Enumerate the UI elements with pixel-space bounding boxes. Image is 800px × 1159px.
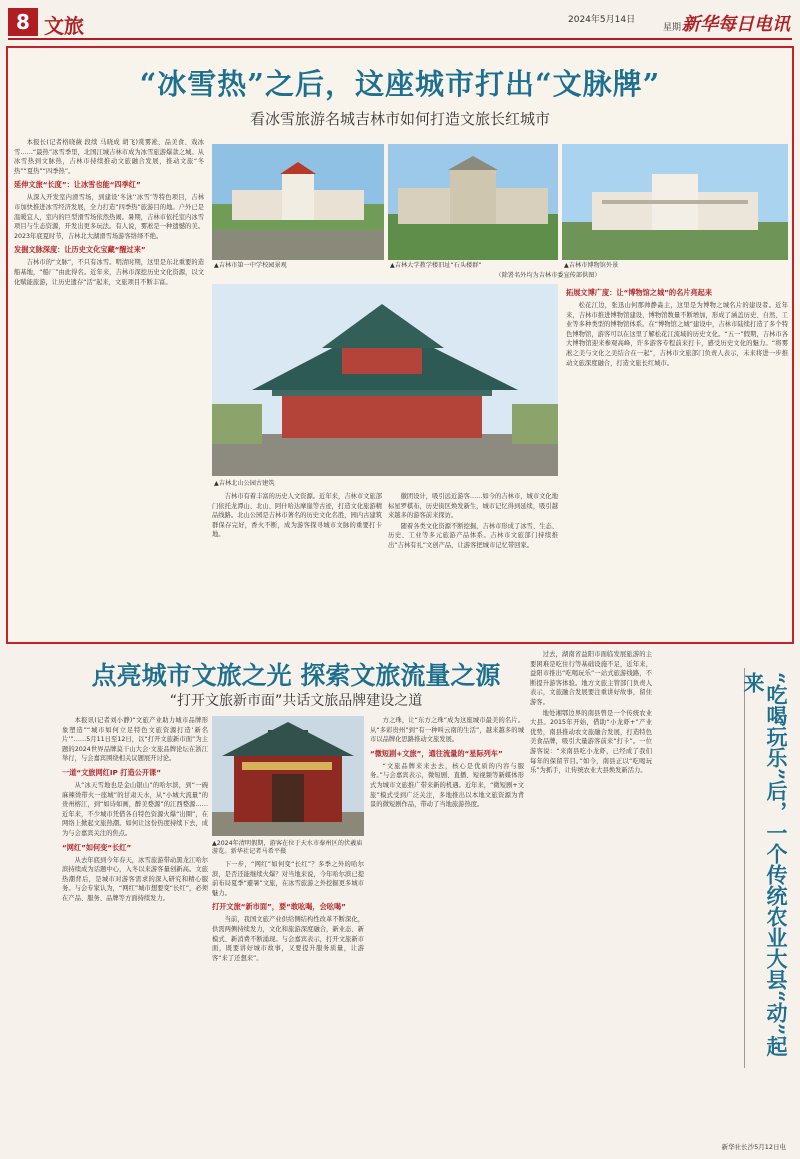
top-col6-text: 松花江边，张迅山何那帅静淼主，这里是为博物之城名片的建设者。近年来，吉林市推进博物馆建设，博物馆数量不断增加，形成了涵盖历史、自然、工业等多种类型的博物馆体系。在“博物馆之城”建设中，吉林市陆续打造了多个特色博物馆，游客可以在这里了解松花江流域的历史文化。“五一”假期，吉林市各大博物馆迎来参观高峰，许多游客专程前来打卡，感受历史文化的魅力。“将雾凇之美与文化之美结合在一起”，吉林市文旅部门负责人表示，未来将进一步推动文旅深度融合，打造文旅长红城市。 <box>566 302 788 367</box>
bottom-sec-4: “微短剧+文旅”，通往流量的“星际列车” <box>370 748 503 758</box>
top-col-4 <box>388 492 558 638</box>
bottom-col2-text: 从去年底到今年春天，冰雪旅游带动黑龙江哈尔滨持续成为话题中心，入冬以来游客量创新高。文旅热潮背后，是城市对游客需求的深入研究和精心服务。与会专家认为，“网红”城市想要变“长红”，必须在产品、服务、品牌等方面持续发力。 <box>62 856 208 902</box>
issue-date: 2024年5月14日 <box>568 15 636 25</box>
photo-credit: （除署名外均为吉林市委宣传部供图） <box>495 272 601 279</box>
bottom-headline: 点亮城市文旅之光 探索文旅流量之源 <box>91 661 501 690</box>
top-subheadline: 看冰雪旅游名城吉林市如何打造文旅长红城市 <box>249 110 550 128</box>
top-intro: 本报长(记者格晓薇 段续 马晓成 胡飞)赏雾凇、品美食、戏冰雪……“最热”冰雪季里，北国江城吉林市成为冰雪旅游爆款之城。从冰雪热到文脉热，吉林市持续推动文旅融合发展，推动文旅“冬热”“夏热”“四季热”。 <box>14 139 204 175</box>
bottom-col8-text: 地处湘鄂边界的南县曾是一个传统农业大县。2015年开始，借助“小龙虾+”产业优势，南县推动农文旅融合发展，打造特色美食品牌，吸引大量游客前来“打卡”。一位游客说：“来南县吃小龙虾，已经成了我们每年的保留节目。”如今，南县正以“吃喝玩乐”为抓手，让传统农业大县焕发新活力。 <box>530 709 652 775</box>
top-col5-text: 随着各类文化资源不断挖掘，吉林市形成了冰雪、生态、历史、工业等多元旅游产品体系。吉林市文旅部门持续推出“吉林有礼”文创产品，让游客把城市记忆带回家。 <box>388 522 558 549</box>
top-col-1 <box>14 138 204 638</box>
bottom-col3-text: 下一步，“网红”如何变“长红”？多季之外的哈尔滨，是否还能继续火爆？对当地来说，今年哈尔滨已提前布局夏季“避暑”文旅，在冰雪旅游之外挖掘更多城市魅力。 <box>212 861 364 897</box>
photo-stone-building <box>388 144 558 260</box>
issue-weekday: 星期二 <box>663 23 691 33</box>
bottom-sec-3: 打开文旅“新市面”，要“敢吆喝，会吆喝” <box>212 902 346 912</box>
caption-d: ▲吉林北山公园古建筑 <box>214 480 275 487</box>
section-name: 文旅 <box>44 14 84 38</box>
bottom-intro: 本报讯(记者刘小静)“文旅产业助力城市品牌形象塑造”“城市如何立足特色文旅资源打造‘新名片’”……5月11日至12日，以“打开文旅新市面”为主题的2024世界品牌莫干山大会·文旅品牌论坛在浙江举行，与会嘉宾围绕相关议题展开讨论。 <box>62 717 208 763</box>
bottom-col5-text: 方之珠，让“东方之珠”成为这座城市最美的名片。从“多彩贵州”到“有一种叫云南的生活”，越来越多的城市以品牌化思路推动文旅发展。 <box>370 717 524 744</box>
vertical-headline: “吃喝玩乐”后，一个传统农业大县“动”起来 <box>744 668 788 1068</box>
photo-pavilion <box>212 284 558 476</box>
bottom-subheadline: “打开文旅新市面”共话文旅品牌建设之道 <box>169 693 423 709</box>
bottom-col6-text: “文旅品牌来来去去，核心是优质的内容与服务。”与会嘉宾表示，微短剧、直播、短视频等新媒体形式为城市文旅推广带来新的机遇。近年来，“微短剧+文旅”模式受到广泛关注，多地推出以本地文旅资源为背景的微短剧作品，带动了当地旅游热度。 <box>370 762 524 809</box>
photo-fuxi-temple <box>212 716 364 836</box>
caption-b: ▲吉林大学教学楼旧址“石头楼群” <box>390 262 482 269</box>
bottom-col-3 <box>212 860 364 1146</box>
bottom-col7-text: 过去，湖南省益阳市面临发展旅游的主要困难是吃住行等基础设施不足，近年来，益阳市推出“吃喝玩乐”一站式旅游线路，不断提升游客体验。地方文旅主管部门负责人表示，文旅融合发展要注重讲好故事，留住游客。 <box>530 651 652 706</box>
paper-logo: 新华每日电讯 <box>682 14 790 35</box>
photo-museum <box>562 144 788 260</box>
top-sec-2: 发掘文脉深度：让历史文化宝藏“醒过来” <box>14 245 146 255</box>
masthead <box>8 6 792 40</box>
dateline: 新华社长沙5月12日电 <box>721 1143 786 1151</box>
bottom-col1-text: 从“冰天雪地也是金山银山”的哈尔滨，到“一碗麻辣烫带火一座城”的甘肃天水，从“小城大流量”的贵州榕江，到“如诗如画，醉美婺源”的江西婺源……近年来，不少城市凭借各自特色资源火爆“出圈”，在网络上掀起文旅热潮。如何让这份热度持续下去，成为与会嘉宾关注的焦点。 <box>62 781 208 837</box>
bottom-col-1 <box>62 716 208 1146</box>
bottom-col4-text: 当前，我国文旅产业供给侧结构性改革不断深化，供需两侧持续发力，文化和旅游深度融合，新业态、新模式、新消费不断涌现。与会嘉宾表示，打开文旅新市面，既要讲好城市故事，又要提升服务质量，让游客“来了还想来”。 <box>212 916 364 962</box>
caption-a: ▲吉林市第一中学校园景观 <box>214 262 287 269</box>
top-sec-3: 拓展文博广度：让“博物馆之城”的名片亮起来 <box>566 288 713 297</box>
caption-c: ▲吉林市博物馆外景 <box>564 262 619 269</box>
top-col-3 <box>212 492 382 638</box>
bottom-sec-2: “网红”如何变“长红” <box>62 842 132 852</box>
bottom-col-7 <box>530 650 652 1146</box>
page-number: 8 <box>8 8 38 36</box>
photo-school <box>212 144 384 260</box>
bottom-col-5 <box>370 716 524 1146</box>
caption-photo: ▲2024年清明假期，游客在位于天水市秦州区的伏羲庙游览。新华社记者马希平摄 <box>212 840 363 855</box>
bottom-sec-1: 一道“文旅网红IP 打造公开课” <box>62 767 161 777</box>
top-col-6 <box>566 284 788 638</box>
top-sec-1: 延伸文旅“长度”：让冰雪也能“四季红” <box>14 180 141 190</box>
top-headline: “冰雪热”之后，这座城市打出“文脉牌” <box>139 67 661 101</box>
top-col4-text: 徽团设计，吸引远近游客……如今的吉林市，城市文化地标星罗棋布，历史街区焕发新生，城市记忆得到延续，吸引越来越多的游客前来探访。 <box>388 493 558 520</box>
top-col2-text: 吉林市的“文脉”，不只有冰雪。明清时期，这里是东北重要的造船基地，“船厂”由此得名。近年来，吉林市深挖历史文化资源，以文化赋能旅游，让历史遗存“活”起来，文旅项目不断丰富。 <box>14 259 204 286</box>
top-col3-text: 吉林市有着丰富的历史人文资源。近年来，吉林市文旅部门依托龙潭山、北山、阿什哈达摩崖等古迹，打造文化旅游精品线路。北山公园是吉林市著名的历史文化名胜，园内古建筑群保存完好，香火不断，成为游客探寻城市文脉的重要打卡地。 <box>212 493 382 539</box>
bottom-side-col <box>658 672 738 1146</box>
top-col1-text: 从深入开发室内滑雪场，到建设‘冬泳’‘冰雪’等特色项目，吉林市加快推进冰雪经济发展，全力打造“四季热”旅游目的地。户外已是温暖宜人，室内的巨型滑雪场依然热闹。暑期，吉林市依托室内冰雪项目与生态资源，开发出更多玩法。有人说，雾凇是一种遗憾的美。2023年底夏时节，吉林北大湖滑雪场游客络绎不绝。 <box>14 194 204 240</box>
top-article <box>6 46 794 644</box>
